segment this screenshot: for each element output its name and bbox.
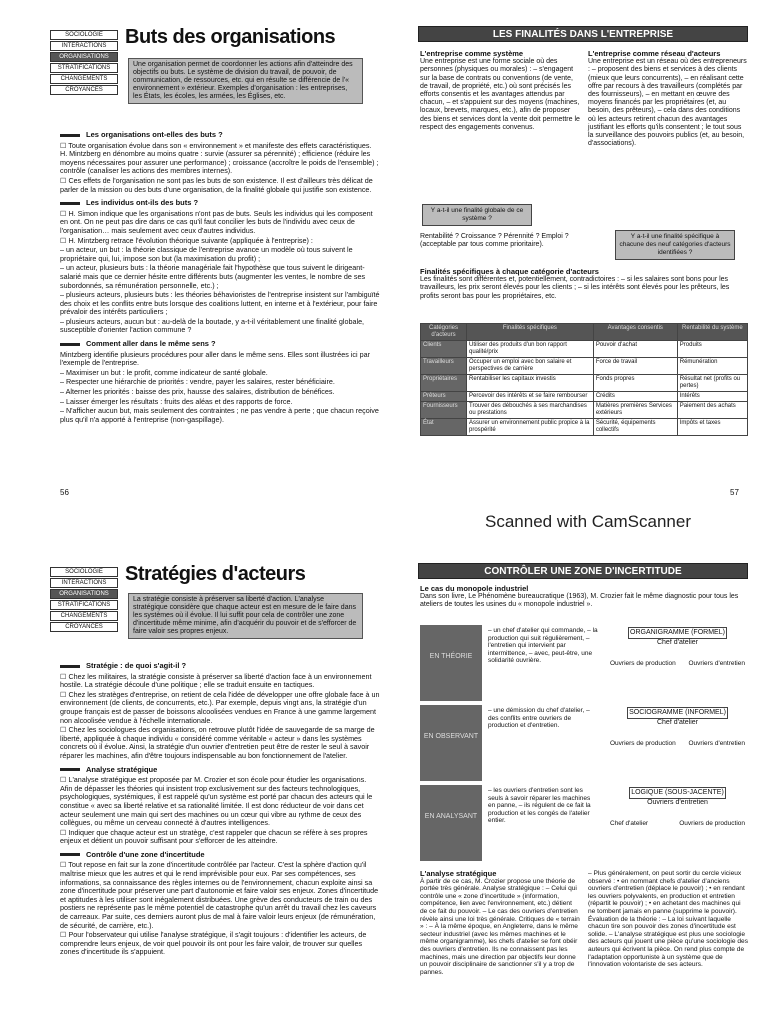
paragraph: Mintzberg identifie plusieurs procédures pour aller dans le même sens. Elles sont illustrées ici par l'exemple de l'entreprise. (60, 349, 371, 368)
column-systeme (420, 50, 580, 132)
paragraph: – N'afficher aucun but, mais seulement des contraintes ; ne pas vendre à perte ; que chacun reçoive plus qu'il n'a apporté à l'entreprise (non-gaspillage). (60, 406, 379, 424)
section-text: Les finalités sont différentes et, potentiellement, contradictoires : – si les salaires sont bons pour les travailleurs, les prix seront élevés pour les clients ; – si les intérêts sont élevés pour les prêteurs, les profits seront bas pour les propriétaires, etc. (420, 276, 730, 300)
table-cell: Assurer un environnement public propice à la prospérité (467, 419, 594, 436)
page-buts-des-organisations (30, 18, 380, 503)
page-zone-incertitude (410, 555, 758, 1020)
schema-right: Ouvriers d'entretien (688, 740, 745, 747)
table-cell: Intérêts (677, 392, 747, 402)
column-reseau (588, 50, 748, 148)
table-cell: Propriétaires (421, 375, 467, 392)
schema-top: Chef d'atelier (656, 719, 699, 726)
table-header: Finalités spécifiques (467, 324, 594, 341)
paragraph: – un acteur, plusieurs buts : la théorie managériale fait l'hypothèse que tous suivent le dirigeant-salarié mais que ce dernier hésite entre différents buts (augmenter les ventes, le nombre de ses subordonnés, sa rémunération personnelle, etc.) ; (60, 263, 366, 290)
schema-top: Chef d'atelier (656, 639, 699, 646)
page-banner: CONTRÔLER UNE ZONE D'INCERTITUDE (418, 563, 748, 579)
menu-item: CHANGEMENTS (50, 74, 118, 84)
menu-item-active: ORGANISATIONS (50, 52, 118, 62)
section-menu (50, 30, 118, 96)
table-cell: Prêteurs (421, 392, 467, 402)
intro-box: La stratégie consiste à préserver sa liberté d'action. L'analyse stratégique considère que chaque acteur est en mesure de le faire dans les systèmes où il évolue. Il lui suffit pour cela de contrôler une zone d'incertitude même minime, afin d'acquérir du pouvoir et de s'efforcer de faire valoir ses propres enjeux. (128, 593, 363, 639)
diagram-row (420, 705, 748, 781)
page-title: Buts des organisations (125, 26, 336, 48)
table-row (421, 375, 748, 392)
table-cell: Produits (677, 341, 747, 358)
paragraph: ☐ H. Mintzberg retrace l'évolution théorique suivante (appliquée à l'entreprise) : (60, 235, 313, 245)
paragraph: ☐ L'analyse stratégique est proposée par M. Crozier et son école pour étudier les organisations. Afin de dépasser les théories qui insistent trop exclusivement sur des facteurs technologiques, psychologiques, systémiques, il est rappelé qu'un système est porté par chacun des acteurs qui le constitue « avec sa liberté relative et sa rationalité limitée. Il est donc réducteur de voir dans cet acteur seulement une main qui sert des machines ou un cœur qui vibre au rythme de ceux des collègues, ou même un cerveau connecté à d'autres intelligences. (60, 775, 373, 828)
column-text: Une entreprise est un réseau où des entrepreneurs : – proposent des biens et services à des clients (mieux que leurs concurrents), – en réalisant cette offre par recours à des travailleurs (complétés par des fournisseurs), – en mettant en œuvre des moyens financés par les propriétaires (et, au besoin, des prêteurs), – cela dans des conditions où les acteurs retirent chacun des avantages justifiant les efforts qu'ils consentent ; le tout sous la surveillance des pouvoirs publics (et, au besoin, d'associations). (588, 58, 747, 148)
diagram-row (420, 625, 748, 701)
section-heading: Les organisations ont-elles des buts ? (60, 131, 380, 140)
table-cell: Occuper un emploi avec bon salaire et perspectives de carrière (467, 358, 594, 375)
question-box: Y a-t-il une finalité globale de ce système ? (422, 204, 532, 226)
section-heading: Stratégie : de quoi s'agit-il ? (60, 662, 380, 671)
diagram-row (420, 785, 748, 861)
paragraph: ☐ Indiquer que chaque acteur est un stratège, c'est rappeler que chacun se réfère à ses propres enjeux et détient un pouvoir suffisant pour s'efforcer de les atteindre. (60, 827, 368, 846)
paragraph: – Alterner les priorités : baisse des prix, hausse des salaires, distribution de bénéfices. (60, 387, 335, 397)
table-cell: Crédits (593, 392, 677, 402)
column-heading: L'entreprise comme réseau d'acteurs (588, 49, 721, 58)
table-header: Catégories d'acteurs (421, 324, 467, 341)
finalites-table (420, 323, 748, 436)
section-heading: Le cas du monopole industriel (420, 584, 529, 593)
table-cell: Utiliser des produits d'un bon rapport qualité/prix (467, 341, 594, 358)
diagram-label: EN ANALYSANT (420, 785, 482, 861)
page-finalites (410, 18, 758, 503)
table-cell: État (421, 419, 467, 436)
schema-right: Ouvriers d'entretien (688, 660, 745, 667)
table-cell: Fournisseurs (421, 402, 467, 419)
schema-title: LOGIQUE (SOUS-JACENTE) (629, 787, 726, 799)
table-cell: Impôts et taxes (677, 419, 747, 436)
section-text: À partir de ce cas, M. Crozier propose une théorie de portée très générale. Analyse stratégique : – Celui qui contrôle une « zone d'incertitude » (information, compétence, lien avec l'environnement, etc.) détient de ce fait du pouvoir. – Le cas des ouvriers d'entretien révèle ainsi une loi très générale. Critiques de « terrain » : – À la même époque, en Angleterre, dans le même secteur industriel (avec les mêmes machines et le même organigramme), les chefs d'atelier se font obéir des ouvriers d'entretien. Ils ne connaissent pas les machines, mais une direction par objectifs leur donne un pouvoir disciplinaire de sanctionner s'il y a trop de pannes. (420, 877, 580, 976)
section-heading: Analyse stratégique (60, 766, 380, 775)
table-cell: Percevoir des intérêts et se faire rembourser (467, 392, 594, 402)
section-heading: Les individus ont-ils des buts ? (60, 199, 380, 208)
table-cell: Pouvoir d'achat (593, 341, 677, 358)
table-cell: Paiement des achats (677, 402, 747, 419)
diagram-text: – une démission du chef d'atelier, – des conflits entre ouvriers de production et d'entretien. (488, 707, 590, 730)
paragraph: – un acteur, un but : la théorie classique de l'entreprise avance un modèle où tous suivent le propriétaire qui, lui, impose son but (la maximisation du profit) ; (60, 245, 353, 263)
paragraph: ☐ Chez les militaires, la stratégie consiste à préserver sa liberté d'action face à un environnement hostile. La stratégie découle d'une politique ; elle se traduit ensuite en tactiques. (60, 671, 372, 690)
table-header-row (421, 324, 748, 341)
intro-box: Une organisation permet de coordonner les actions afin d'atteindre des objectifs ou buts. Le système de division du travail, de pouvoir, de communication, de ressources, etc. qui en résulte se différencie de l'« environnement » extérieur. Exemples d'organisation : les entreprises, les États, les écoles, les armées, les Églises, etc. (128, 58, 363, 104)
column-text: Une entreprise est une forme sociale où des personnes (physiques ou morales) : – s'engagent sur la base de contrats ou conventions (de vente, de travail, de propriété, etc.) où sont précisés les efforts consentis et les avantages attendus par chacun, – et s'appuient sur des moyens (machines, locaux, brevets, marques, etc.), afin de proposer des biens et services dont la vente doit permettre le respect des engagements convenus. (420, 58, 580, 131)
paragraph: ☐ Tout repose en fait sur la zone d'incertitude contrôlée par l'acteur. C'est la sphère d'action qu'il maîtrise mieux que les autres et qui le rend imprévisible pour eux. Par ses compétences, ses informations, sa connaissance des règles internes ou de l'environnement, chacun exploite ainsi sa zone d'incertitude pour préserver une part d'autonomie et faire valoir ses enjeux. Zones d'incertitude et aptitudes à les utiliser sont inégalement distribuées. Une grève des conducteurs de train ou des postiers ne représente pas le même potentiel de catastrophe qu'un arrêt du travail chez les caveurs de carreaux. Par suite, ces derniers auront plus de mal à faire valoir leurs enjeux (de rémunération, de sécurité, de carrière, etc.). (60, 860, 379, 930)
paragraph: ☐ Chez les stratèges d'entreprise, on retient de cela l'idée de développer une offre globale face à un environnement (de clients, de concurrents, etc.). Par exemple, depuis vingt ans, la stratégie d'un groupe français est de passer de boissons alcoolisées vendues en France à une gamme largement non alcoolisée vendue à l'échelle internationale. (60, 689, 380, 725)
diagram-schema (610, 627, 745, 667)
menu-item: STRATIFICATIONS (50, 600, 118, 610)
schema-left: Ouvriers de production (610, 660, 676, 667)
section-menu (50, 567, 118, 633)
menu-item: INTERACTIONS (50, 578, 118, 588)
paragraph: – Respecter une hiérarchie de priorités : vendre, payer les salaires, rester bénéficiaire. (60, 377, 335, 387)
question-answer: Rentabilité ? Croissance ? Pérennité ? Emploi ? (acceptable par tous comme prioritaire). (420, 233, 569, 249)
menu-item: SOCIOLOGIE (50, 567, 118, 577)
case-intro (420, 585, 748, 610)
diagram-label: EN THÉORIE (420, 625, 482, 701)
page-number: 57 (730, 488, 739, 497)
diagram-text: – un chef d'atelier qui commande, – la production qui suit régulièrement, – l'entretien qui intervient par intermittence, – avec, peut-être, une solidarité ouvrière. (488, 627, 598, 665)
menu-item: SOCIOLOGIE (50, 30, 118, 40)
diagram-label: EN OBSERVANT (420, 705, 482, 781)
table-cell: Rémunération (677, 358, 747, 375)
diagram-schema (610, 787, 745, 827)
diagram-schema (610, 707, 745, 747)
page-number: 56 (60, 488, 69, 497)
analysis-left (420, 870, 580, 976)
paragraph: – plusieurs acteurs, aucun but : au-delà de la boutade, y a-t-il véritablement une finalité globale, susceptible d'orienter l'action commune ? (60, 316, 365, 335)
table-row (421, 358, 748, 375)
table-cell: Résultat net (profits ou pertes) (677, 375, 747, 392)
paragraph: ☐ Ces effets de l'organisation ne sont pas les buts de son existence. Il est d'ailleurs très délicat de parler de la mission ou des buts d'une organisation, de la finalité globale qui justifie son existence. (60, 175, 373, 194)
schema-title: ORGANIGRAMME (FORMEL) (628, 627, 727, 639)
section-text: Dans son livre, Le Phénomène bureaucratique (1963), M. Crozier fait le même diagnostic pour tous les ateliers de toutes les usines du « monopole industriel ». (420, 593, 739, 609)
menu-item: INTERACTIONS (50, 41, 118, 51)
table-row (421, 392, 748, 402)
schema-title: SOCIOGRAMME (INFORMEL) (627, 707, 728, 719)
schema-left: Ouvriers de production (610, 740, 676, 747)
paragraph: ☐ Chez les sociologues des organisations, on retrouve plutôt l'idée de sauvegarde de sa marge de liberté, appliquée à chaque individu « considéré comme véritable « acteur » dans les systèmes concrets où il évolue. Ainsi, la stratégie d'un ouvrier d'entretien peut être de rester le seul à savoir réparer les machines, afin d'être toujours indispensable au bon fonctionnement de l'atelier. (60, 725, 375, 760)
page-strategies (30, 555, 380, 1020)
menu-item: CROYANCES (50, 85, 118, 95)
paragraph: ☐ Toute organisation évolue dans son « environnement » et manifeste des effets caractéristiques. H. Mintzberg en dénombre au moins quatre : survie (assurer sa pérennité) ; efficience (réduire les moyens nécessaires pour assurer une performance) ; croissance (accroître le poids de l'ensemble) ; contrôle (canaliser les actions des membres internes). (60, 140, 379, 176)
schema-top: Ouvriers d'entretien (647, 799, 708, 806)
schema-right: Ouvriers de production (679, 820, 745, 827)
table-cell: Sécurité, équipements collectifs (593, 419, 677, 436)
paragraph: ☐ H. Simon indique que les organisations n'ont pas de buts. Seuls les individus qui les composent en ont. On ne peut pas dire dans ce cas qu'il faut concilier les buts de l'individu avec ceux de l'organisation… mais seulement avec ceux d'autres individus. (60, 208, 373, 235)
section-heading: Comment aller dans le même sens ? (60, 340, 380, 349)
menu-item: CROYANCES (50, 622, 118, 632)
table-cell: Rentabiliser les capitaux investis (467, 375, 594, 392)
table-cell: Fonds propres (593, 375, 677, 392)
paragraph: – plusieurs acteurs, plusieurs buts : les théories béhavioristes de l'entreprise insistent sur l'ambiguïté des choix et les conflits entre buts lorsque des coalitions luttent, en interne et à l'extérieur, pour faire prévaloir des intérêts particuliers ; (60, 290, 380, 317)
column-heading: L'entreprise comme système (420, 49, 524, 58)
table-row (421, 419, 748, 436)
page-banner: LES FINALITÉS DANS L'ENTREPRISE (418, 26, 748, 42)
table-header: Rentabilité du système (677, 324, 747, 341)
table-cell: Force de travail (593, 358, 677, 375)
table-cell: Travailleurs (421, 358, 467, 375)
section-heading: Contrôle d'une zone d'incertitude (60, 851, 380, 860)
diagram-text: – les ouvriers d'entretien sont les seuls à savoir réparer les machines en panne, – ils régulent de ce fait la production et les congés de l'atelier entier. (488, 787, 591, 825)
analysis-right: – Plus généralement, on peut sortir du cercle vicieux observé : • en nommant chefs d'atelier d'anciens ouvriers d'entretien (déplace le pouvoir) ; • en rendant les ouvriers polyvalents, en production et entretien (répartit le pouvoir) ; • en achetant des machines qui ne tombent jamais en panne (supprime le pouvoir). Évaluation de la théorie : – La loi suivant laquelle chacun tire son pouvoir des zones d'incertitude est solide. – L'analyse stratégique est plus une sociologie des acteurs qui jouent une pièce qu'une sociologie des auteurs qui écrivent la pièce. On rend plus compte de l'adaptation opportuniste à un système que de l'innovation volontariste de ses acteurs. (588, 870, 748, 969)
body-text (60, 126, 380, 425)
menu-item: STRATIFICATIONS (50, 63, 118, 73)
paragraph: ☐ Pour l'observateur qui utilise l'analyse stratégique, il s'agit toujours : d'identifier les acteurs, de comprendre leurs enjeux, de voir quel pouvoir ils ont pour les faire valoir, de trouver sur quelles zones d'incertitude ils s'appuient. (60, 930, 367, 957)
table-row (421, 341, 748, 358)
schema-left: Chef d'atelier (610, 820, 649, 827)
body-text (60, 657, 380, 958)
table-cell: Clients (421, 341, 467, 358)
menu-item-active: ORGANISATIONS (50, 589, 118, 599)
section-heading: Finalités spécifiques à chaque catégorie d'acteurs (420, 267, 599, 276)
paragraph: – Laisser émerger les résultats : fruits des aléas et des rapports de force. (60, 396, 293, 406)
scanner-watermark: Scanned with CamScanner (485, 512, 692, 531)
menu-item: CHANGEMENTS (50, 611, 118, 621)
table-cell: Matières premières Services extérieurs (593, 402, 677, 419)
table-cell: Trouver des débouchés à ses marchandises ou prestations (467, 402, 594, 419)
section-heading: L'analyse stratégique (420, 869, 497, 878)
page-title: Stratégies d'acteurs (125, 563, 306, 585)
table-row (421, 402, 748, 419)
spec-section (420, 268, 748, 301)
question-box: Y a-t-il une finalité spécifique à chacune des neuf catégories d'acteurs identifiées ? (615, 230, 735, 260)
table-header: Avantages consentis (593, 324, 677, 341)
paragraph: – Maximiser un but : le profit, comme indicateur de santé globale. (60, 367, 268, 377)
